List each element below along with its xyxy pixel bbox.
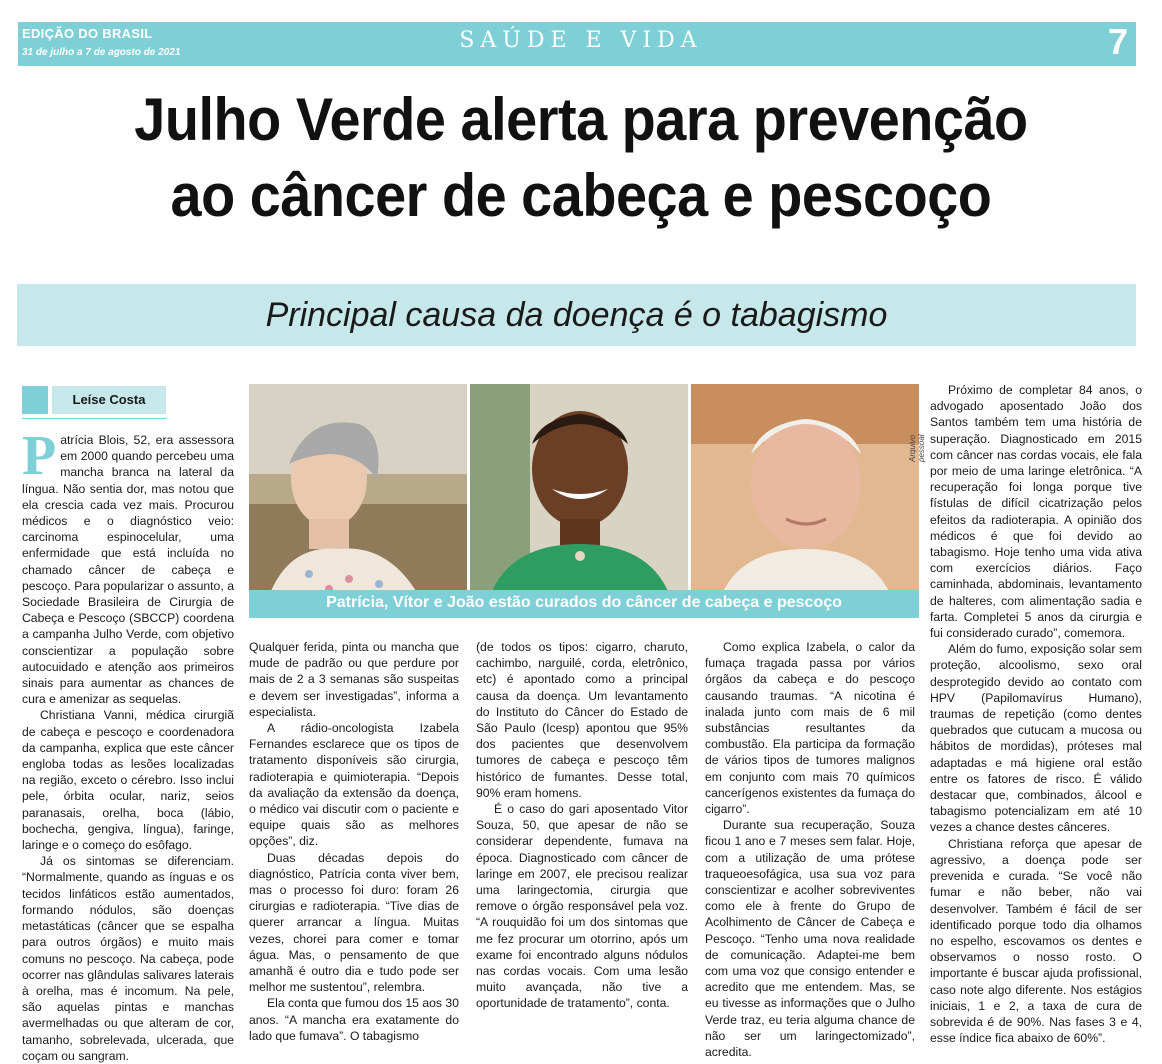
paragraph: A rádio-oncologista Izabela Fernandes esclarece que os tipos de tratamento disponíveis são cirurgia, radioterapia e quimioterapia. “Depois da avaliação da extensão da doença, o médico vai discutir com o paciente e equipe quais são as melhores opções”, diz. xyxy=(249,721,459,849)
article-column-2 xyxy=(249,639,459,1044)
edition-label: EDIÇÃO DO BRASIL xyxy=(22,26,153,41)
paragraph: Christiana reforça que apesar de agressivo, a doença pode ser prevenida e curada. “Se você não fumar e não beber, não vai desenvolver. Também é fácil de ser identificado porque todo dia olhamos no espelho, escovamos os dentes e observamos o nosso rosto. O importante é buscar ajuda profissional, caso note algo diferente. Nos estágios iniciais, 1 e 2, a taxa de cura de sobrevida é de 90%. Nas fases 3 e 4, esse índice fica abaixo de 60%”. xyxy=(930,836,1142,1046)
author-name: Leíse Costa xyxy=(72,392,146,407)
photo-caption: Patrícia, Vítor e João estão curados do câncer de cabeça e pescoço xyxy=(326,594,842,611)
photo-patricia xyxy=(249,384,467,596)
paragraph: Ela conta que fumou dos 15 aos 30 anos. “A mancha era exatamente do lado que fumava”. O tabagismo xyxy=(249,996,459,1043)
article-column-3 xyxy=(476,639,688,1012)
paragraph: Já os sintomas se diferenciam. “Normalmente, quando as ínguas e os tecidos linfáticos estão aumentados, formando nódulos, são doenças metastáticas (câncer que se espalha para outros órgãos) e muito mais comuns no pescoço. Na cabeça, pode ocorrer nas glândulas salivares laterais à orelha, mas é incomum. Na pele, são aquelas pintas e manchas avermelhadas ou que alteram de cor, tamanho, sobrelevada, ulcerada, que coçam ou sangram. xyxy=(22,854,234,1063)
subtitle: Principal causa da doença é o tabagismo xyxy=(265,296,888,334)
article-column-1 xyxy=(22,425,234,1064)
portrait-man-image xyxy=(470,384,688,596)
paragraph: Além do fumo, exposição solar sem proteção, alcoolismo, sexo oral desprotegido devido ao contato com HPV (Papilomavírus Humano), traumas de repetição (como dentes quebrados que cutucam a mucosa ou hábitos de mordidas), próteses mal adaptadas e má higiene oral estão entre os fatores de risco. É válido destacar que, combinados, álcool e tabagismo potencializam em até 10 vezes a chance destes cânceres. xyxy=(930,642,1142,835)
headline-line-2: ao câncer de cabeça e pescoço xyxy=(170,162,992,229)
article-column-5 xyxy=(930,382,1142,1046)
author-accent-square xyxy=(22,386,48,414)
issue-dates: 31 de julho a 7 de agosto de 2021 xyxy=(22,47,181,58)
paragraph: Christiana Vanni, médica cirurgiã de cabeça e pescoço e coordenadora da campanha, explica que este câncer engloba todas as lesões localizadas na região, exceto o cérebro. Isso inclui pele, órbita ocular, nariz, seios paranasais, orelha, boca (lábio, bochecha, gengiva, língua), faringe, laringe e o começo do esôfago. xyxy=(22,708,234,853)
page-number: 7 xyxy=(1107,21,1128,62)
paragraph: Próximo de completar 84 anos, o advogado aposentado João dos Santos também tem uma história de superação. Diagnosticado em 2015 com câncer nas cordas vocais, ele fala por meio de uma laringe eletrônica. “A recuperação foi longa porque tive fístulas de difícil cicatrização pelos efeitos da radioterapia. A opinião dos médicos é que foi devido ao tabagismo. Hoje tenho uma vida ativa com exercícios diários. Faço caminhada, abdominais, levantamento de halteres, com alimentação sadia e farta. Completei 5 anos da cirurgia e fui considerado curado”, comemora. xyxy=(930,383,1142,641)
paragraph: Como explica Izabela, o calor da fumaça tragada passa por vários órgãos da cabeça e do pescoço causando traumas. “A nicotina é inalada junto com mais de 6 mil substâncias resultantes da combustão. Ela participa da formação de vários tipos de tumores malignos em conjunto com mais 70 químicos cancerígenos existentes da fumaça do cigarro”. xyxy=(705,640,915,817)
photo-credit-wrap xyxy=(906,384,926,464)
paragraph: Qualquer ferida, pinta ou mancha que mude de padrão ou que perdure por mais de 2 a 3 semanas são suspeitas e devem ser investigadas”, informa a especialista. xyxy=(249,640,459,719)
paragraph: Durante sua recuperação, Souza ficou 1 ano e 7 meses sem falar. Hoje, com a utilização de uma prótese traqueoesofágica, usa sua voz para conscientizar e acolher sobreviventes como ele à frente do Grupo de Acolhimento de Câncer de Cabeça e Pescoço. “Tenho uma nova realidade de comunicação. Adaptei-me bem com uma voz que consigo entender e acredito que me entendem. Mas, se eu tivesse as informações que o Julho Verde traz, eu teria alguma chance de não ser um laringectomizado”, acredita. xyxy=(705,818,915,1060)
headline-line-1: Julho Verde alerta para prevenção xyxy=(134,86,1028,153)
paragraph xyxy=(22,425,234,707)
portrait-elderly-man-image xyxy=(691,384,919,596)
article-column-4 xyxy=(705,639,915,1060)
headline xyxy=(41,82,1122,234)
portrait-woman-image xyxy=(249,384,467,596)
photo-joao xyxy=(691,384,919,596)
author-divider xyxy=(22,418,166,419)
paragraph: É o caso do gari aposentado Vitor Souza, 50, que apesar de não se considerar dependente, fumava na época. Diagnosticado com câncer de laringe em 2007, ele precisou realizar uma laringectomia, cirurgia que remove o órgão responsável pela voz. “A rouquidão foi um dos sintomas que me fez procurar um otorrino, após um exame foi encontrado alguns nódulos nas cordas vocais. Com uma lesão muito avançada, não tive a oportunidade de tratamento”, conta. xyxy=(476,802,688,1011)
photo-vitor xyxy=(470,384,688,596)
drop-cap: P xyxy=(22,425,57,487)
photo-credit: Arquivo pessoal xyxy=(908,434,926,462)
paragraph: Duas décadas depois do diagnóstico, Patrícia conta viver bem, mas o processo foi duro: foram 26 cirurgias e radioterapia. “Tive dias de querer arrancar a língua. Muitas vezes, chorei para comer e tomar água. Mas, o pensamento de que amanhã é outro dia e tudo pode ser melhor me sustentou”, relembra. xyxy=(249,850,459,995)
section-title: SAÚDE E VIDA xyxy=(459,28,703,53)
paragraph: (de todos os tipos: cigarro, charuto, cachimbo, narguilé, corda, eletrônico, etc) é apontado como a principal causa da doença. Um levantamento do Instituto do Câncer do Estado de São Paulo (Icesp) apontou que 95% dos pacientes que desenvolvem tumores de cabeça e pescoço têm histórico de fumantes. Desse total, 90% eram homens. xyxy=(476,640,688,800)
paragraph-text: atrícia Blois, 52, era assessora em 2000 quando percebeu uma mancha branca na lateral da língua. Não sentia dor, mas notou que ela crescia cada vez mais. Procurou médicos e o diagnóstico veio: carcinoma espinocelular, uma enfermidade que está incluída no chamado câncer de cabeça e pescoço. Para popularizar o assunto, a Sociedade Brasileira de Cirurgia de Cabeça e Pescoço (SBCCP) coordena a campanha Julho Verde, com objetivo conscientizar a população sobre autocuidado e atenção aos primeiros sinais para aumentar as chances de cura e amenizar as sequelas. xyxy=(22,433,234,707)
